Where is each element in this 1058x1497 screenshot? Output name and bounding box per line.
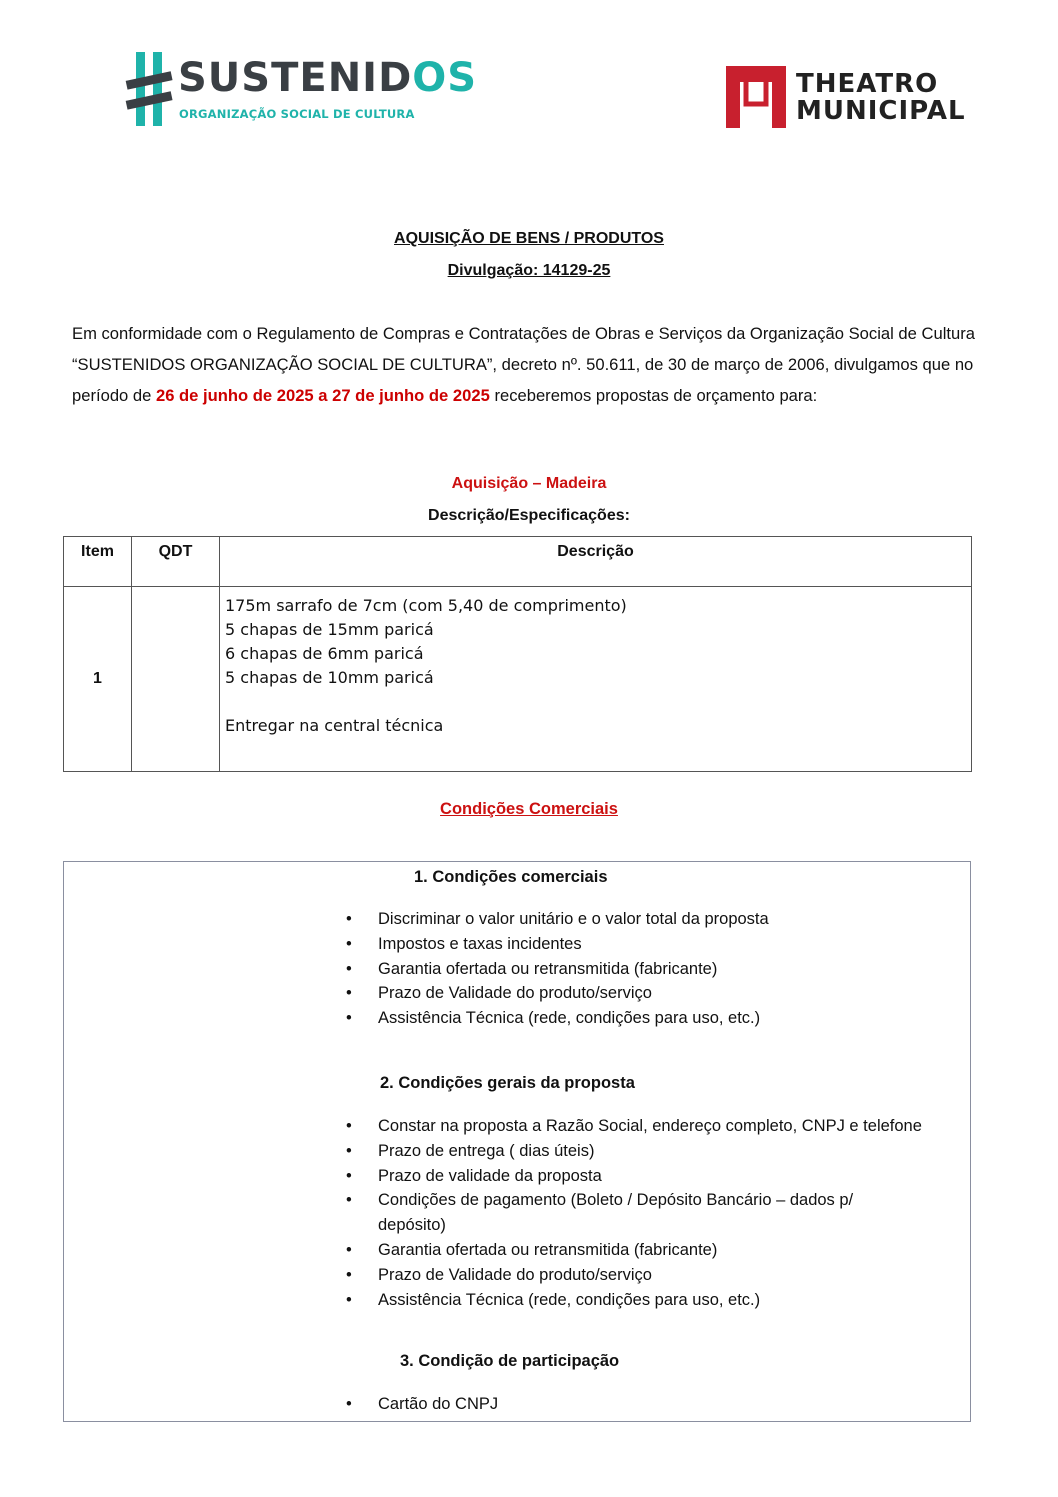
spec-heading: Descrição/Especificações: <box>428 507 630 524</box>
theatro-arch-icon <box>724 64 788 130</box>
list-item: • Condições de pagamento (Boleto / Depósito Bancário – dados p/ depósito) <box>346 1188 918 1238</box>
list-item: • Garantia ofertada ou retransmitida (fabricante) <box>346 1238 978 1263</box>
document-title: AQUISIÇÃO DE BENS / PRODUTOS <box>394 230 664 247</box>
list-item: • Cartão do CNPJ <box>346 1392 978 1417</box>
cell-item: 1 <box>64 587 132 772</box>
list-item: • Prazo de Validade do produto/serviço <box>346 1263 978 1288</box>
cell-qdt <box>132 587 220 772</box>
section-heading-1: 1. Condições comerciais <box>414 868 608 886</box>
desc-line: 5 chapas de 10mm paricá <box>225 668 434 687</box>
logo-tagline: ORGANIZAÇÃO SOCIAL DE CULTURA <box>179 107 415 121</box>
desc-line: Entregar na central técnica <box>225 716 444 735</box>
spec-table <box>63 536 972 772</box>
conditions-box <box>63 861 971 1422</box>
table-header-row <box>64 537 972 587</box>
theatro-line2: MUNICIPAL <box>796 96 966 126</box>
list-item: • Prazo de entrega ( dias úteis) <box>346 1139 978 1164</box>
header-qdt: QDT <box>132 537 220 587</box>
conditions-title: Condições Comerciais <box>440 800 618 818</box>
logo-wordmark: SUSTENIDOS <box>178 55 478 101</box>
section-heading-3: 3. Condição de participação <box>400 1352 620 1370</box>
hashtag-logo-icon <box>124 50 176 128</box>
list-item: • Prazo de validade da proposta <box>346 1164 978 1189</box>
acquisition-heading: Aquisição – Madeira <box>451 475 607 492</box>
desc-line: 5 chapas de 15mm paricá <box>225 620 434 639</box>
section-list-3 <box>346 1392 978 1417</box>
list-item: • Constar na proposta a Razão Social, endereço completo, CNPJ e telefone <box>346 1114 978 1139</box>
table-row <box>64 587 972 772</box>
period-highlight: 26 de junho de 2025 a 27 de junho de 2025 <box>155 386 490 405</box>
list-item: • Impostos e taxas incidentes <box>346 932 978 957</box>
document-subtitle: Divulgação: 14129-25 <box>447 262 611 279</box>
section-heading-2: 2. Condições gerais da proposta <box>380 1074 635 1092</box>
list-item: • Prazo de Validade do produto/serviço <box>346 981 978 1006</box>
list-item: • Discriminar o valor unitário e o valor total da proposta <box>346 907 978 932</box>
desc-line: 6 chapas de 6mm paricá <box>225 644 424 663</box>
section-list-2 <box>346 1114 978 1312</box>
cell-descricao <box>220 587 972 772</box>
list-item: • Assistência Técnica (rede, condições para uso, etc.) <box>346 1006 978 1031</box>
list-item: • Assistência Técnica (rede, condições para uso, etc.) <box>346 1288 978 1313</box>
intro-paragraph: Em conformidade com o Regulamento de Compras e Contratações de Obras e Serviços da Organização Social de Cultura “SUSTENIDOS ORGANIZAÇÃO SOCIAL DE CULTURA”, decreto nº. 50.611, de 30 de março de 2006, divulgamos que no período de 26 de junho de 2025 a 27 de junho de 2025 receberemos propostas de orçamento para: <box>72 324 975 405</box>
theatro-line1: THEATRO <box>796 69 939 99</box>
desc-line: 175m sarrafo de 7cm (com 5,40 de comprimento) <box>225 596 627 615</box>
header-item: Item <box>64 537 132 587</box>
section-list-1 <box>346 907 978 1031</box>
sustenidos-logo <box>124 50 478 130</box>
list-item: • Garantia ofertada ou retransmitida (fabricante) <box>346 957 978 982</box>
theatro-municipal-logo <box>724 64 964 134</box>
header-descricao: Descrição <box>220 537 972 587</box>
